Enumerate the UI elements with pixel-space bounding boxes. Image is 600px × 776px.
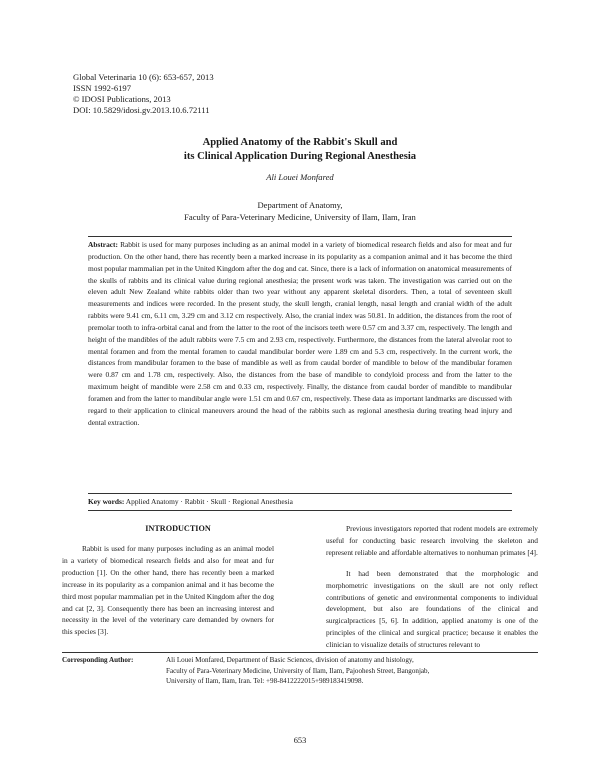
corresponding-author-label: Corresponding Author: [62, 656, 134, 664]
intro-paragraph-3: It had been demonstrated that the morphologic and morphometric investigations on the skull are not only reflect contributions of genetic and environmental components to individual development, but also are foundations of the clinical and surgicalpractices [5, 6]. In addition, applied anatomy is one of the principles of the clinical and surgical practice; because it enables the clinician to visualize details of structures relevant to [326, 568, 538, 650]
keywords-rule [88, 510, 512, 511]
issn: ISSN 1992-6197 [73, 83, 132, 93]
doi-link[interactable]: DOI: 10.5829/idosi.gv.2013.10.6.72111 [73, 105, 210, 115]
intro-paragraph-1: Rabbit is used for many purposes including as an animal model in a variety of biomedical research fields and also for meat and fur production [1]. On the other hand, there has recently been a marked increase in its popularity as a companion animal and it has become the third most popular mammalian pet in the United Kingdom after the dog and cat [2, 3]. Consequently there has been an increasing interest and necessity in the level of the veterinary care demanded by owners for this species [3]. [62, 544, 274, 637]
abstract-top-rule [88, 236, 512, 237]
journal-citation: Global Veterinaria 10 (6): 653-657, 2013 [73, 72, 214, 82]
keywords-text: Applied Anatomy · Rabbit · Skull · Regional Anesthesia [125, 497, 293, 506]
abstract-text: Rabbit is used for many purposes including as an animal model in a variety of biomedical research fields and also for meat and fur production. On the other hand, there has recently been a marked increase in its popularity as a companion animal and it has become the third most popular mammalian pet in the United Kingdom after the dog and cat. Since, there is a lack of information on anatomical measurements of the skulls of rabbits and its clinical value during regional anesthesia; the present work was taken. The investigation was carried out on the eleven adult New Zealand white rabbits older than two year without any apparent skeletal disorders. Then, a total of seventeen skull measurements and indices were recorded. In the present study, the skull length, cranial length, nasal length and cranial width of the adult rabbits were 9.41 cm, 6.11 cm, 3.29 cm and 3.12 cm respectively. Also, the cranial index was 50.81. In addition, the distances from the root of premolar tooth to infra-orbital canal and from the latter to the root of the incisors teeth were 0.57 cm and 3.37 cm, respectively. The length and height of the mandibles of the adult rabbits were 7.5 cm and 2.93 cm, respectively. Furthermore, the distances from the lateral alveolar root to mental foramen and from the mental foramen to caudal mandibular border were 1.89 cm and 5.3 cm, respectively. In the current work, the distances from mandibular foramen to the base of mandible as well as from caudal border of mandible to below of the mandibular foramen were 0.87 cm and 1.78 cm, respectively. Also, the distances from the base of mandible to condyloid process and from the latter to the maximum height of mandible were 2.58 cm and 0.33 cm, respectively. Finally, the distance from caudal border of mandible to mandibular foramen and from the latter to mandibular angle were 1.51 cm and 0.67 cm, respectively. These data as important landmarks are discussed with regard to their application to clinical maneuvers around the head of the rabbits such as regional anesthesia during treating head injury and dental extraction. [88, 240, 512, 427]
journal-metadata [73, 72, 214, 116]
author-name: Ali Louei Monfared [266, 172, 334, 182]
page-number: 653 [293, 736, 307, 745]
introduction-heading: INTRODUCTION [145, 524, 211, 533]
corresponding-line-1: Ali Louei Monfared, Department of Basic Sciences, division of anatomy and histology, [166, 656, 414, 664]
abstract [88, 239, 512, 429]
keywords-label: Key words: [88, 497, 125, 506]
corresponding-author-details [166, 655, 538, 687]
title-line-1: Applied Anatomy of the Rabbit's Skull and [202, 137, 398, 148]
paper-title [60, 136, 540, 164]
affiliation-institution: Faculty of Para-Veterinary Medicine, University of Ilam, Ilam, Iran [184, 212, 416, 222]
abstract-bottom-rule [88, 493, 512, 494]
left-column [62, 523, 274, 638]
corresponding-line-3: University of Ilam, Ilam, Iran. Tel: +98-8412222015+989183419098. [166, 677, 364, 685]
keywords [88, 497, 512, 507]
right-column [326, 523, 538, 651]
copyright: © IDOSI Publications, 2013 [73, 94, 171, 104]
affiliation-department: Department of Anatomy, [257, 200, 343, 210]
title-line-2: its Clinical Application During Regional Anesthesia [183, 151, 417, 162]
footnote-rule [62, 652, 538, 653]
affiliation [60, 199, 540, 223]
intro-paragraph-2: Previous investigators reported that rodent models are extremely useful for conducting basic research involving the skeleton and represent reliable and affordable alternatives to nonhuman primates [4]. [326, 524, 538, 557]
abstract-label: Abstract: [88, 240, 118, 249]
corresponding-line-2: Faculty of Para-Veterinary Medicine, University of Ilam, Ilam, Pajoohesh Street, Bangonjab, [166, 666, 430, 675]
